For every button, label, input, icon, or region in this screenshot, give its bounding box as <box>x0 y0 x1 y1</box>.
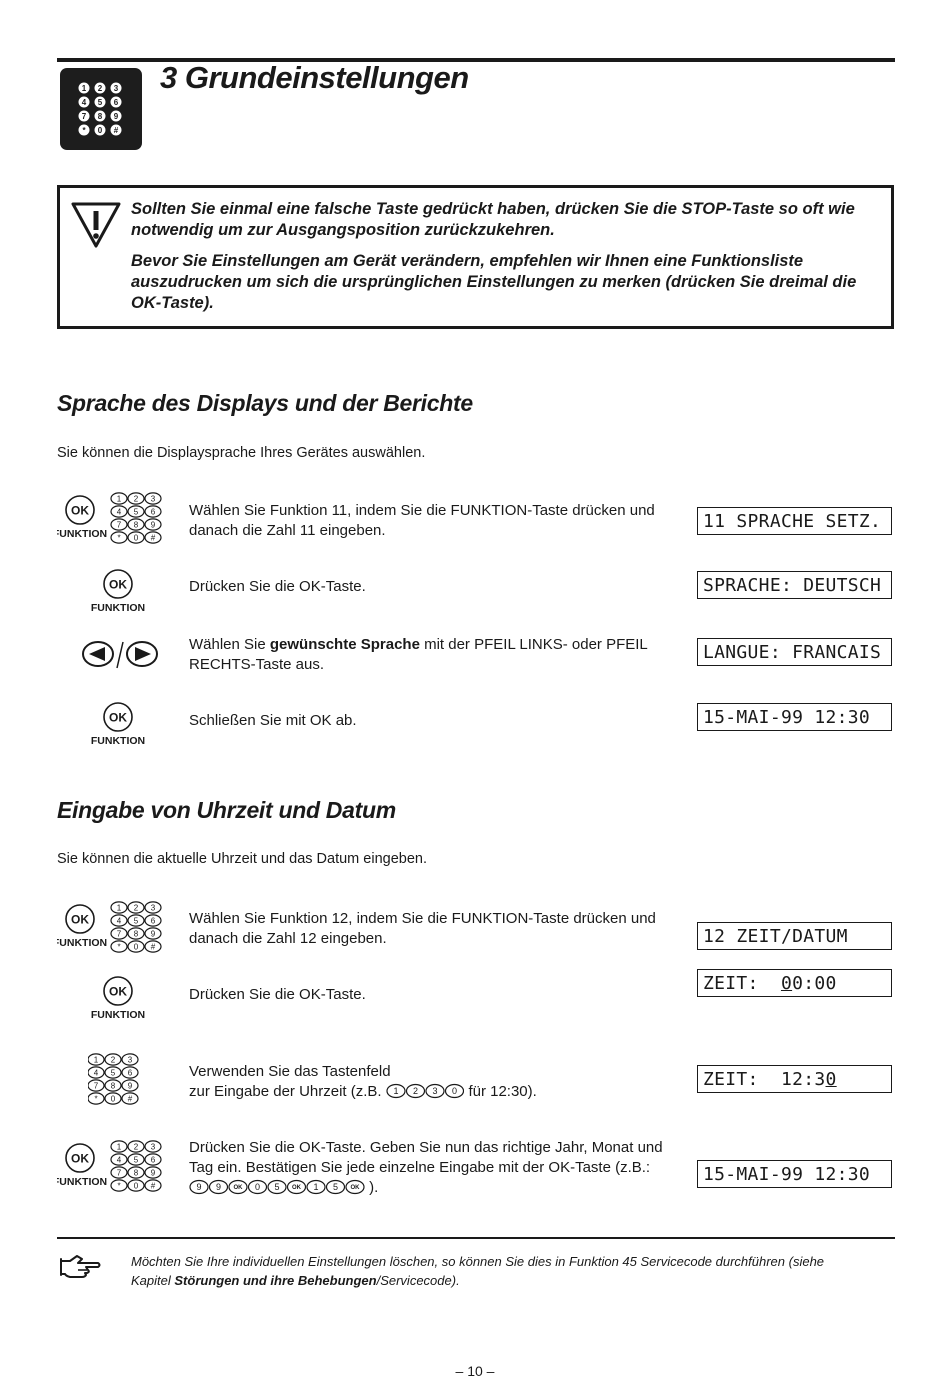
section-title-language: Sprache des Displays und der Berichte <box>57 390 473 416</box>
lcd-text: ZEIT: 12:3 <box>703 1069 826 1090</box>
step-text: Wählen Sie Funktion 11, indem Sie die FUNKTION-Taste drücken und danach die Zahl 11 eingeben. <box>189 502 655 539</box>
svg-text:#: # <box>150 942 156 952</box>
arrow-left-right-icon <box>80 638 166 672</box>
bottom-rule <box>57 1237 895 1239</box>
svg-text:9: 9 <box>150 1168 156 1178</box>
example-key <box>307 1181 325 1194</box>
svg-text:*: * <box>117 1181 121 1191</box>
svg-text:7: 7 <box>93 1081 99 1091</box>
svg-text:6: 6 <box>150 916 156 926</box>
svg-text:OK: OK <box>71 503 89 518</box>
keypad-key <box>122 1080 138 1091</box>
keypad-key <box>111 493 127 504</box>
svg-text:2: 2 <box>97 84 103 94</box>
keypad-key <box>128 506 144 517</box>
keypad-key <box>128 493 144 504</box>
example-key <box>210 1181 228 1194</box>
keypad-key <box>145 915 161 926</box>
svg-text:#: # <box>127 1094 133 1104</box>
keypad-key <box>122 1054 138 1065</box>
section-intro-time-date: Sie können die aktuelle Uhrzeit und das Datum eingeben. <box>57 851 427 867</box>
keypad-key <box>79 97 90 108</box>
ok-funktion-keypad-icon <box>57 901 179 962</box>
keypad-key <box>145 532 161 543</box>
keypad-key <box>95 111 106 122</box>
keypad-key <box>111 519 127 530</box>
ok-funktion-keypad-icon <box>57 1140 179 1201</box>
svg-text:6: 6 <box>150 507 156 517</box>
svg-text:OK: OK <box>350 1185 360 1192</box>
keypad-key <box>145 1141 161 1152</box>
note-part: /Servicecode). <box>376 1273 460 1288</box>
numeric-keypad-icon <box>88 1053 152 1114</box>
svg-text:7: 7 <box>81 112 87 122</box>
funktion-label: FUNKTION <box>90 735 146 745</box>
keypad-key <box>111 532 127 543</box>
example-keys-icon <box>189 1179 365 1195</box>
svg-text:9: 9 <box>150 929 156 939</box>
keypad-key <box>79 83 90 94</box>
svg-text:3: 3 <box>113 84 119 94</box>
svg-text:OK: OK <box>109 710 127 725</box>
note-part: Möchten Sie Ihre individuellen Einstellungen löschen, so können Sie dies in Funktion 45 Servicecode durchführen (siehe Kapitel <box>131 1254 825 1288</box>
keypad-key <box>105 1080 121 1091</box>
note-text <box>131 1252 831 1290</box>
svg-text:9: 9 <box>127 1081 133 1091</box>
example-key <box>426 1085 444 1098</box>
svg-text:OK: OK <box>71 1151 89 1166</box>
ok-funktion-icon <box>88 973 148 1024</box>
ok-funktion-icon <box>88 566 148 617</box>
step-text-line <box>189 1082 684 1102</box>
svg-text:6: 6 <box>127 1068 133 1078</box>
keypad-key <box>111 506 127 517</box>
ok-key <box>104 570 132 598</box>
svg-text:1: 1 <box>116 494 122 504</box>
keypad-key <box>88 1093 104 1104</box>
svg-text:OK: OK <box>109 984 127 999</box>
keypad-key <box>128 902 144 913</box>
warning-paragraph-2: Bevor Sie Einstellungen am Gerät verändern, empfehlen wir Ihnen eine Funktionsliste auszudrucken um sich die ursprünglichen Einstellungen zu merken (drücken Sie dreimal die OK-Taste). <box>131 252 857 312</box>
keypad-key <box>122 1067 138 1078</box>
svg-text:0: 0 <box>133 533 139 543</box>
keypad-key <box>111 941 127 952</box>
section-intro-language: Sie können die Displaysprache Ihres Gerätes auswählen. <box>57 445 426 461</box>
svg-text:#: # <box>150 1181 156 1191</box>
keypad-key <box>79 111 90 122</box>
svg-text:1: 1 <box>81 84 87 94</box>
svg-text:*: * <box>94 1094 98 1104</box>
keypad-key <box>111 1141 127 1152</box>
keypad-key <box>111 1154 127 1165</box>
ok-key <box>104 977 132 1005</box>
example-key <box>229 1181 247 1194</box>
svg-text:2: 2 <box>110 1055 116 1065</box>
lcd-display <box>697 969 892 997</box>
svg-text:7: 7 <box>116 929 122 939</box>
keypad-key <box>111 1180 127 1191</box>
keypad-key <box>111 915 127 926</box>
lcd-display: 15-MAI-99 12:30 <box>697 703 892 731</box>
funktion-label: FUNKTION <box>57 937 108 949</box>
lcd-display: SPRACHE: DEUTSCH <box>697 571 892 599</box>
svg-text:0: 0 <box>110 1094 116 1104</box>
step-text-part: (z.B.: <box>615 1159 651 1176</box>
step-text: Drücken Sie die OK-Taste. <box>189 578 366 595</box>
keypad-key <box>128 1180 144 1191</box>
example-key <box>445 1085 463 1098</box>
svg-text:3: 3 <box>150 494 156 504</box>
warning-icon <box>70 201 122 249</box>
lcd-text: ZEIT: <box>703 973 781 994</box>
example-keys-icon <box>386 1083 465 1099</box>
svg-text:1: 1 <box>116 1142 122 1152</box>
keypad-key <box>145 519 161 530</box>
step-text-part: mit der PFEIL LINKS- oder PFEIL RECHTS-Taste aus. <box>189 636 648 673</box>
svg-text:2: 2 <box>133 903 139 913</box>
svg-text:8: 8 <box>133 520 139 530</box>
example-key <box>288 1181 306 1194</box>
keypad-key <box>145 493 161 504</box>
step-text-part: ). <box>369 1179 379 1196</box>
svg-text:8: 8 <box>110 1081 116 1091</box>
svg-text:4: 4 <box>93 1068 99 1078</box>
svg-text:5: 5 <box>133 916 139 926</box>
keypad-key <box>128 532 144 543</box>
svg-text:5: 5 <box>133 507 139 517</box>
svg-text:0: 0 <box>133 1181 139 1191</box>
lcd-display: 15-MAI-99 12:30 <box>697 1160 892 1188</box>
section-title-time-date: Eingabe von Uhrzeit und Datum <box>57 797 396 823</box>
example-key <box>249 1181 267 1194</box>
svg-text:8: 8 <box>133 929 139 939</box>
svg-text:0: 0 <box>451 1086 457 1097</box>
keypad-key <box>111 111 122 122</box>
keypad-key <box>145 928 161 939</box>
svg-text:5: 5 <box>110 1068 116 1078</box>
keypad-key <box>128 519 144 530</box>
keypad-key <box>145 506 161 517</box>
example-key <box>327 1181 345 1194</box>
keypad-key <box>145 1167 161 1178</box>
svg-text:4: 4 <box>81 98 87 108</box>
keypad-key <box>111 902 127 913</box>
svg-text:*: * <box>117 533 121 543</box>
lcd-display: 12 ZEIT/DATUM <box>697 922 892 950</box>
warning-paragraph-1: Sollten Sie einmal eine falsche Taste gedrückt haben, drücken Sie die STOP-Taste so oft wie notwendig um zur Ausgangsposition zurückzukehren. <box>131 200 855 239</box>
svg-text:0: 0 <box>133 942 139 952</box>
svg-text:3: 3 <box>150 1142 156 1152</box>
funktion-label: FUNKTION <box>90 1009 146 1019</box>
keypad-key <box>105 1093 121 1104</box>
svg-text:2: 2 <box>133 494 139 504</box>
keypad-key <box>111 125 122 136</box>
keypad-key <box>79 125 90 136</box>
svg-text:5: 5 <box>133 1155 139 1165</box>
lcd-display: LANGUE: FRANCAIS <box>697 638 892 666</box>
keypad-key <box>128 915 144 926</box>
step-text <box>189 1138 684 1198</box>
lcd-cursor: 0 <box>780 973 793 994</box>
step-text-part: Drücken Sie die OK-Taste. Geben Sie nun das richtige Jahr, Monat und Tag ein. Bestätigen Sie jede einzelne Eingabe mit der OK-Taste <box>189 1139 663 1176</box>
keypad-key <box>122 1093 138 1104</box>
step-text: Schließen Sie mit OK ab. <box>189 712 357 729</box>
keypad-key <box>111 83 122 94</box>
lcd-display: 11 SPRACHE SETZ. <box>697 507 892 535</box>
example-key <box>190 1181 208 1194</box>
keypad-key <box>145 1180 161 1191</box>
svg-text:1: 1 <box>393 1086 399 1097</box>
svg-text:3: 3 <box>150 903 156 913</box>
lcd-display <box>697 1065 892 1093</box>
step-text <box>189 635 684 675</box>
keypad-key <box>145 941 161 952</box>
chapter-title: 3 Grundeinstellungen <box>160 60 469 95</box>
step-text: Wählen Sie Funktion 12, indem Sie die FUNKTION-Taste drücken und danach die Zahl 12 eingeben. <box>189 910 656 947</box>
svg-text:5: 5 <box>332 1182 339 1193</box>
svg-text:1: 1 <box>116 903 122 913</box>
keypad-key <box>88 1054 104 1065</box>
step-text-line: Verwenden Sie das Tastenfeld <box>189 1063 391 1080</box>
svg-text:4: 4 <box>116 507 122 517</box>
keypad-key <box>88 1080 104 1091</box>
keypad-key <box>128 1167 144 1178</box>
step-text-part: Wählen Sie <box>189 636 270 653</box>
keypad-key <box>95 83 106 94</box>
svg-text:OK: OK <box>109 577 127 592</box>
keypad-key <box>95 97 106 108</box>
keypad-key <box>111 928 127 939</box>
example-key <box>387 1085 405 1098</box>
svg-text:2: 2 <box>133 1142 139 1152</box>
svg-text:0: 0 <box>97 126 103 136</box>
svg-text:9: 9 <box>196 1182 202 1193</box>
ok-funktion-icon <box>88 699 148 750</box>
svg-text:OK: OK <box>233 1185 243 1192</box>
example-key <box>268 1181 286 1194</box>
keypad-key <box>95 125 106 136</box>
keypad-key <box>111 1167 127 1178</box>
keypad-key <box>128 1141 144 1152</box>
keypad-key <box>88 1067 104 1078</box>
keypad-key <box>105 1067 121 1078</box>
svg-text:OK: OK <box>292 1185 301 1192</box>
svg-text:5: 5 <box>274 1182 280 1193</box>
ok-key <box>104 703 132 731</box>
funktion-label: FUNKTION <box>90 602 146 612</box>
ok-key <box>66 496 94 524</box>
ok-key <box>66 1144 94 1172</box>
svg-text:3: 3 <box>432 1086 438 1097</box>
svg-text:*: * <box>82 126 86 136</box>
svg-text:1: 1 <box>313 1182 319 1193</box>
svg-text:#: # <box>150 533 156 543</box>
step-text-bold: gewünschte Sprache <box>269 636 420 653</box>
example-key <box>346 1181 364 1194</box>
step-text-part: für 12:30). <box>468 1083 537 1100</box>
svg-text:#: # <box>113 126 119 136</box>
svg-text:5: 5 <box>97 98 103 108</box>
svg-text:*: * <box>117 942 121 952</box>
example-key <box>406 1085 424 1098</box>
keypad-key <box>105 1054 121 1065</box>
svg-text:7: 7 <box>116 520 122 530</box>
note-bold: Störungen und ihre Behebungen <box>174 1273 377 1288</box>
step-text <box>189 1062 684 1102</box>
svg-text:6: 6 <box>150 1155 156 1165</box>
svg-text:6: 6 <box>113 98 119 108</box>
step-text: Drücken Sie die OK-Taste. <box>189 986 366 1003</box>
svg-text:0: 0 <box>254 1182 261 1193</box>
svg-text:1: 1 <box>93 1055 99 1065</box>
keypad-key <box>145 902 161 913</box>
svg-text:8: 8 <box>97 112 103 122</box>
keypad-icon <box>60 68 142 150</box>
lcd-cursor: 0 <box>825 1069 837 1090</box>
svg-text:2: 2 <box>412 1086 418 1097</box>
svg-text:3: 3 <box>127 1055 133 1065</box>
lcd-text: 0:00 <box>792 973 837 994</box>
svg-text:9: 9 <box>150 520 156 530</box>
svg-text:4: 4 <box>116 916 122 926</box>
step-text-part: zur Eingabe der Uhrzeit (z.B. <box>189 1083 382 1100</box>
svg-text:9: 9 <box>215 1182 222 1193</box>
svg-text:7: 7 <box>116 1168 122 1178</box>
funktion-label: FUNKTION <box>57 528 108 540</box>
keypad-key <box>128 941 144 952</box>
svg-text:9: 9 <box>113 112 119 122</box>
keypad-key <box>111 97 122 108</box>
svg-text:8: 8 <box>133 1168 139 1178</box>
ok-funktion-keypad-icon <box>57 492 179 553</box>
page-number: – 10 – <box>455 1363 495 1379</box>
svg-text:OK: OK <box>71 912 89 927</box>
svg-text:4: 4 <box>116 1155 122 1165</box>
keypad-key <box>128 928 144 939</box>
keypad-key <box>145 1154 161 1165</box>
ok-key <box>66 905 94 933</box>
warning-text <box>131 199 876 324</box>
funktion-label: FUNKTION <box>57 1176 108 1188</box>
keypad-key <box>128 1154 144 1165</box>
pointing-hand-icon <box>58 1253 104 1279</box>
